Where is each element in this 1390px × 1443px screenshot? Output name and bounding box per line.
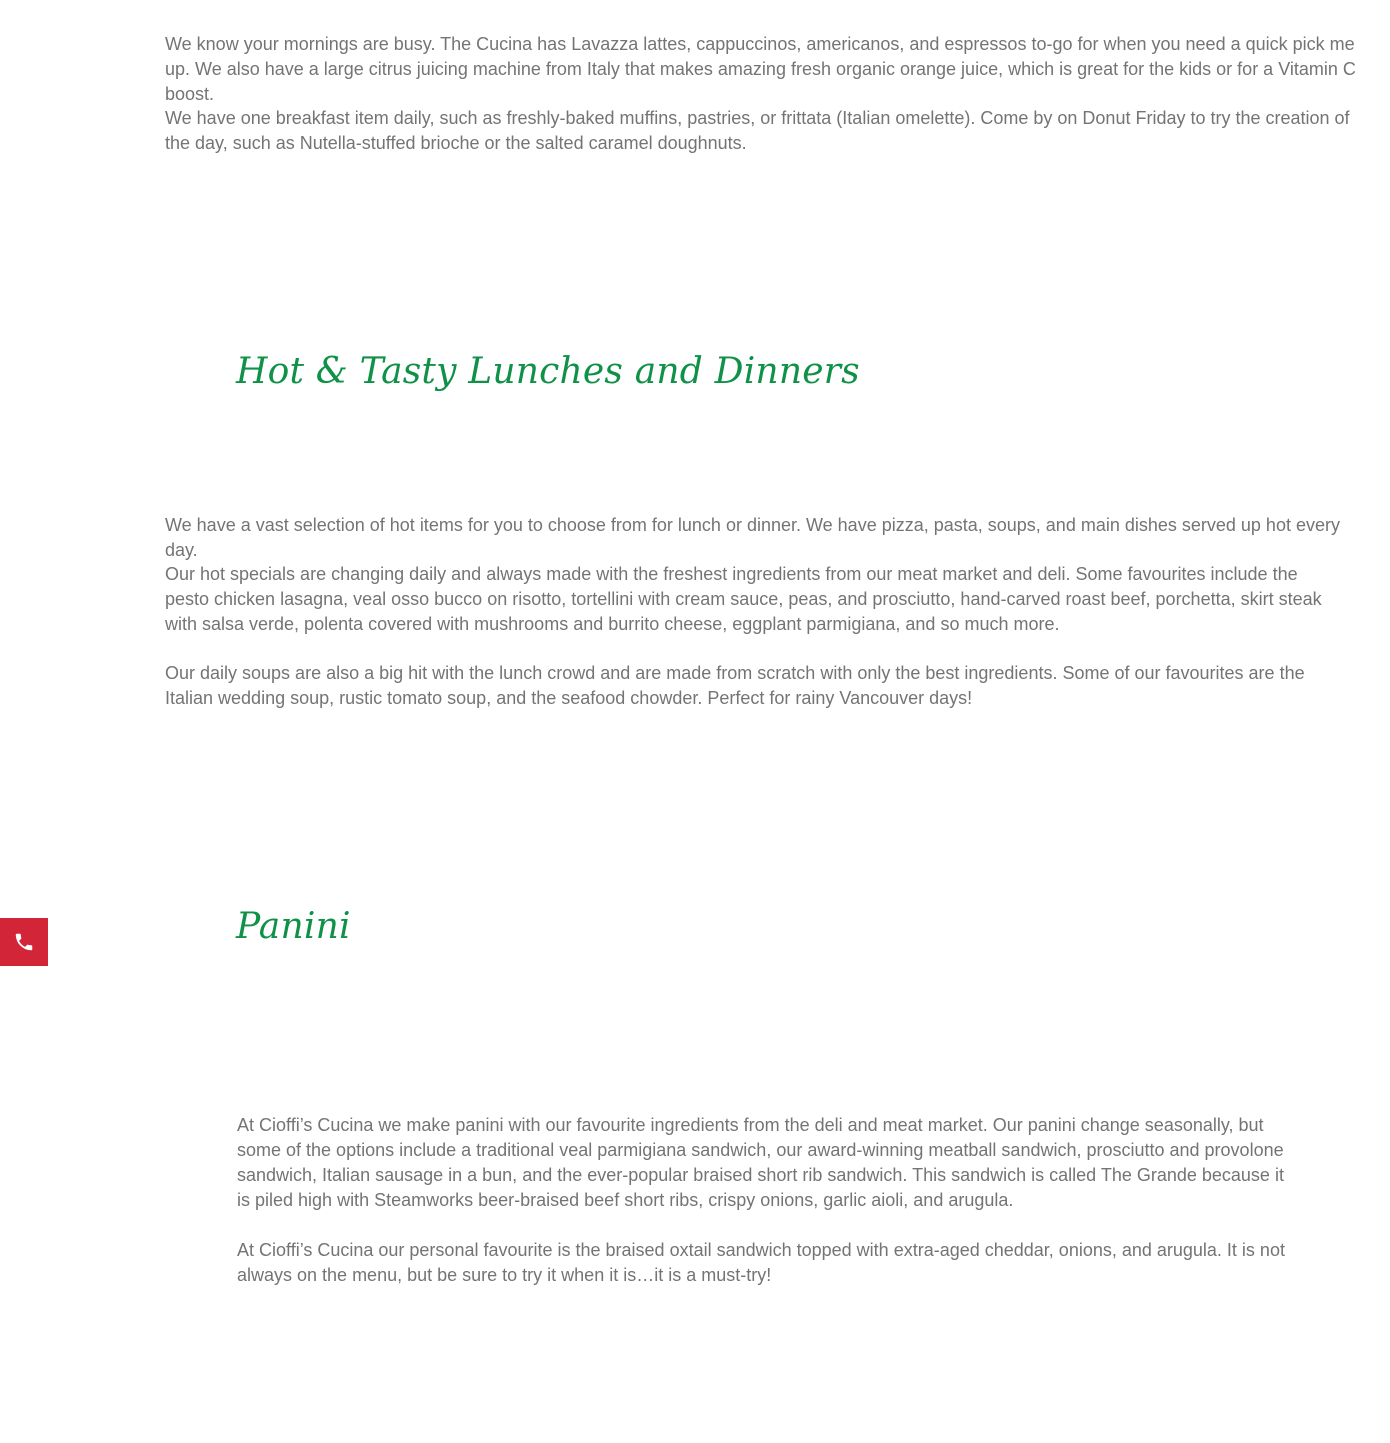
panini-paragraph-options: At Cioffi’s Cucina we make panini with our favourite ingredients from the deli and meat market. Our panini change seasonally, but some of the options include a traditional veal parmigiana sandwich, our award-winning meatball sandwich, prosciutto and provolone sandwich, Italian sausage in a bun, and the ever-popular braised short rib sandwich. This sandwich is called The Grande because it is piled high with Steamworks beer-braised beef short ribs, crispy onions, garlic aioli, and arugula. xyxy=(237,1115,1284,1210)
breakfast-paragraph-coffee: We know your mornings are busy. The Cucina has Lavazza lattes, cappuccinos, americanos, and espressos to-go for when you need a quick pick me up. We also have a large citrus juicing machine from Italy that makes amazing fresh organic orange juice, which is great for the kids or for a Vitamin C boost. xyxy=(165,34,1356,104)
phone-icon xyxy=(13,931,35,953)
lunches-paragraph-soups: Our daily soups are also a big hit with the lunch crowd and are made from scratch with only the best ingredients. Some of our favourites are the Italian wedding soup, rustic tomato soup, and the seafood chowder. Perfect for rainy Vancouver days! xyxy=(165,663,1305,708)
panini-paragraph-oxtail: At Cioffi’s Cucina our personal favourite is the braised oxtail sandwich topped with extra-aged cheddar, onions, and arugula. It is not always on the menu, but be sure to try it when it is…it is a must-try! xyxy=(237,1240,1285,1285)
lunches-heading: Hot & Tasty Lunches and Dinners xyxy=(236,351,860,392)
breakfast-paragraph-items: We have one breakfast item daily, such as freshly-baked muffins, pastries, or frittata (Italian omelette). Come by on Donut Friday to try the creation of the day, such as Nutella-stuffed brioche or the salted caramel doughnuts. xyxy=(165,108,1350,153)
panini-heading: Panini xyxy=(236,906,351,947)
lunches-paragraph-specials: Our hot specials are changing daily and always made with the freshest ingredients from our meat market and deli. Some favourites include the pesto chicken lasagna, veal osso bucco on risotto, tortellini with cream sauce, peas, and prosciutto, hand-carved roast beef, porchetta, skirt steak with salsa verde, polenta covered with mushrooms and burrito cheese, eggplant parmigiana, and so much more. xyxy=(165,564,1322,634)
lunches-paragraph-selection: We have a vast selection of hot items for you to choose from for lunch or dinner. We have pizza, pasta, soups, and main dishes served up hot every day. xyxy=(165,515,1340,560)
call-button[interactable] xyxy=(0,918,48,966)
